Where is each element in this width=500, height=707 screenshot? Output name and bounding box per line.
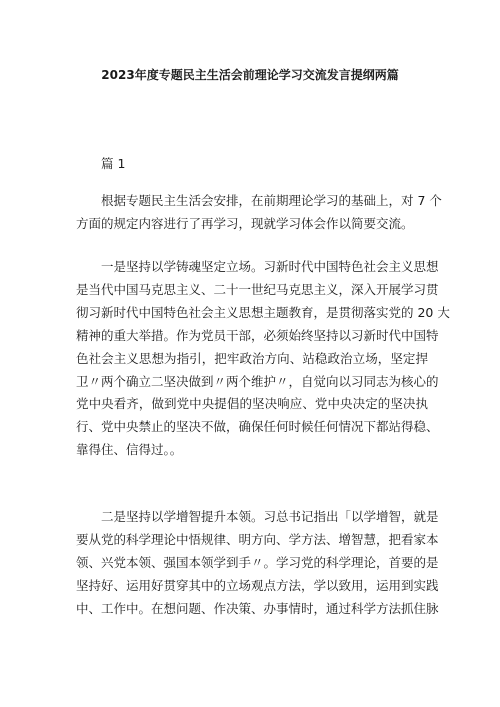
paragraph-line: 坚持好、运用好贯穿其中的立场观点方法，学以致用，运用到实践 — [76, 577, 439, 593]
section-label: 篇 1 — [101, 156, 126, 171]
paragraph-line: 中、工作中。在想问题、作决策、办事情时，通过科学方法抓住脉 — [76, 600, 439, 616]
paragraph-line: 方面的规定内容进行了再学习，现就学习体会作以简要交流。 — [76, 215, 414, 231]
paragraph-line: 一是坚持以学铸魂坚定立场。习新时代中国特色社会主义思想 — [101, 259, 439, 274]
paragraph-line: 色社会主义思想为指引，把牢政治方向、站稳政治立场，坚定捍 — [76, 350, 428, 366]
document-title: 2023年度专题民主生活会前理论学习交流发言提纲两篇 — [101, 68, 399, 82]
paragraph-line: 行、党中央禁止的坚决不做，确保任何时候任何情况下都站得稳、 — [76, 419, 439, 435]
paragraph-point-two — [76, 506, 439, 621]
paragraph-line: 卫〃两个确立二坚决做到〃两个维护〃，自觉向以习同志为核心的 — [76, 373, 439, 389]
paragraph-intro — [76, 190, 442, 236]
paragraph-line: 是当代中国马克思主义、二十一世纪马克思主义，深入开展学习贯 — [76, 281, 439, 297]
paragraph-point-one — [76, 256, 450, 462]
paragraph-line: 党中央看齐，做到党中央提倡的坚决响应、党中央决定的坚决执 — [76, 396, 428, 412]
paragraph-line: 彻习新时代中国特色社会主义思想主题教育，是贯彻落实党的 20 大 — [76, 304, 450, 320]
paragraph-line: 要从党的科学理论中悟规律、明方向、学方法、增智慧，把看家本 — [76, 531, 439, 547]
paragraph-line: 精神的重大举措。作为党员干部，必须始终坚持以习新时代中国特 — [76, 327, 439, 343]
paragraph-line: 二是坚持以学增智提升本领。习总书记指出「以学增智，就是 — [101, 509, 439, 524]
paragraph-line: 领、兴党本领、强国本领学到手〃。学习党的科学理论，首要的是 — [76, 554, 439, 570]
paragraph-line: 根据专题民主生活会安排，在前期理论学习的基础上，对 7 个 — [101, 193, 442, 208]
paragraph-line: 靠得住、信得过。。 — [76, 442, 183, 458]
